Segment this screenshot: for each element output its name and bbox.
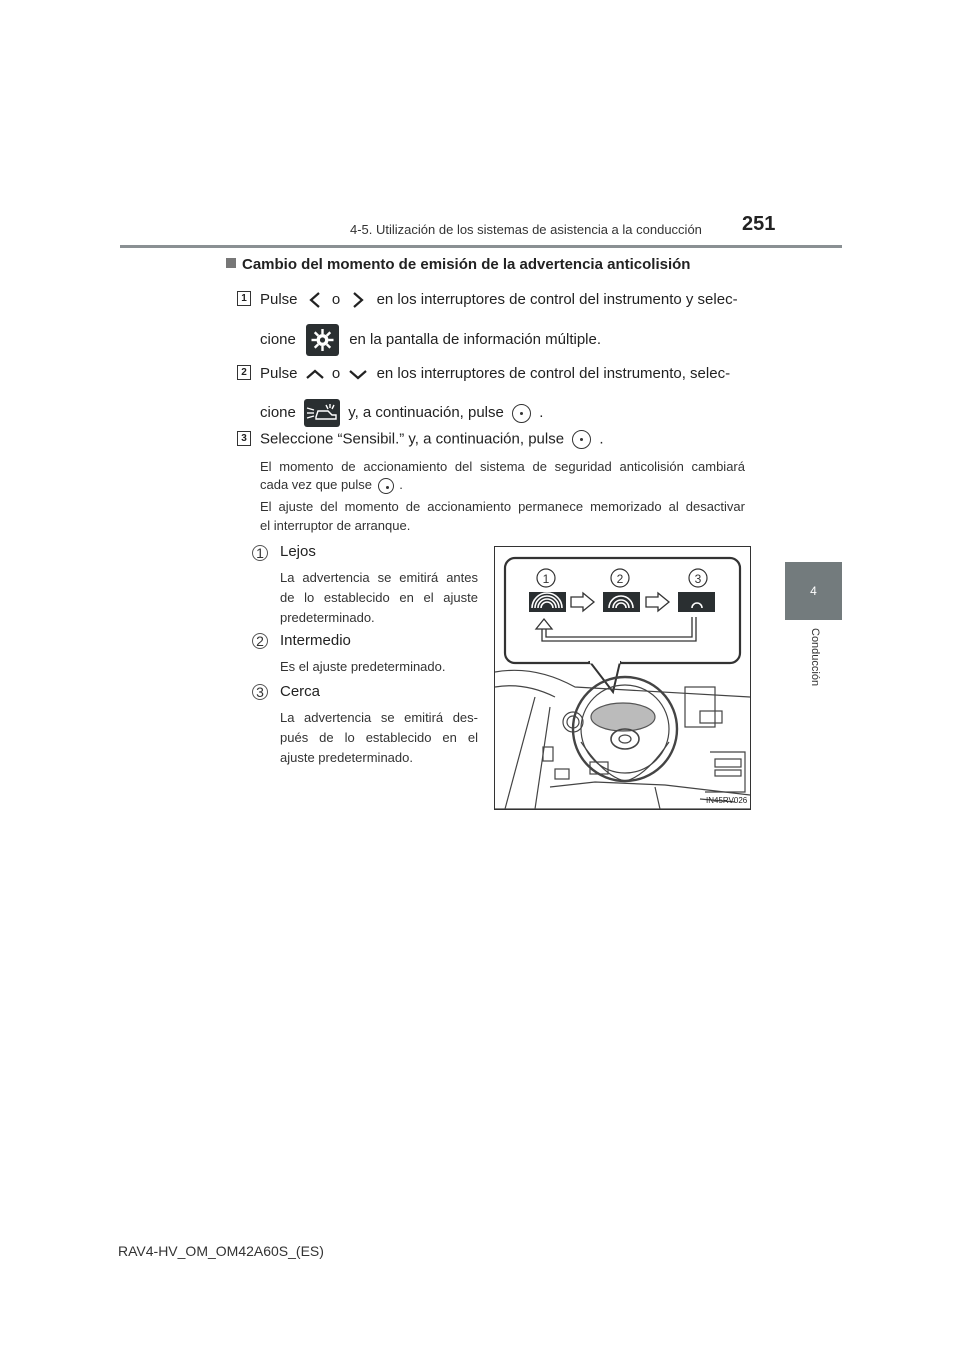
ok-button-icon — [572, 430, 591, 449]
collision-warning-icon — [304, 399, 340, 427]
option-title-intermedio: Intermedio — [280, 632, 351, 649]
dashboard-illustration — [494, 546, 751, 810]
option-title-lejos: Lejos — [280, 543, 316, 560]
note1-line2: cada vez que pulse . — [260, 477, 403, 492]
option-desc-3-line1: La advertencia se emitirá des- — [280, 710, 478, 725]
note2-line1: El ajuste del momento de accionamiento permanece memorizado al desactivar — [260, 499, 745, 514]
chevron-left-icon — [302, 290, 328, 310]
header-section-title: 4-5. Utilización de los sistemas de asistencia a la conducción — [350, 222, 702, 237]
ok-button-icon — [512, 404, 531, 423]
step2-line1: Pulse o en los interruptores de control del instrumento, selec- — [260, 364, 730, 384]
chapter-label-text: Conducción — [809, 628, 821, 687]
option-number-2: 2 — [252, 633, 268, 649]
step2-line2: cione y, a continuación, pulse . — [260, 399, 543, 427]
header-divider — [120, 245, 842, 248]
document-code: RAV4-HV_OM_OM42A60S_(ES) — [118, 1243, 324, 1259]
chapter-number: 4 — [810, 584, 817, 598]
step3-line1: Seleccione “Sensibil.” y, a continuación, pulse . — [260, 430, 604, 448]
bullet-square-icon — [226, 258, 236, 268]
callout-label-3: 3 — [694, 572, 702, 586]
option-desc-1-line1: La advertencia se emitirá antes — [280, 570, 478, 585]
option-desc-3-line3: ajuste predeterminado. — [280, 750, 413, 765]
panel-near — [678, 592, 715, 612]
chapter-label — [805, 628, 825, 718]
chevron-right-icon — [344, 290, 372, 310]
step1-line1: Pulse o en los interruptores de control del instrumento y selec- — [260, 290, 738, 310]
section-title — [226, 256, 690, 273]
settings-gear-icon — [306, 324, 339, 356]
dashboard-lines — [495, 670, 750, 809]
panel-mid — [603, 592, 640, 612]
callout-label-2: 2 — [616, 572, 624, 586]
step-number-1: 1 — [237, 291, 251, 306]
dashboard-drawing — [495, 547, 750, 809]
option-desc-1-line3: predeterminado. — [280, 610, 375, 625]
option-desc-2-line1: Es el ajuste predeterminado. — [280, 659, 446, 674]
option-number-3: 3 — [252, 684, 268, 700]
option-desc-1-line2: de lo establecido en el ajuste — [280, 590, 478, 605]
illustration-code: IN45RV026 — [706, 796, 748, 805]
step-number-3: 3 — [237, 431, 251, 446]
option-title-cerca: Cerca — [280, 683, 321, 700]
callout-label-1: 1 — [542, 572, 550, 586]
step-number-2: 2 — [237, 365, 251, 380]
step1-line2: cione en la pantalla de información múltiple. — [260, 324, 601, 356]
chapter-tab — [785, 562, 842, 620]
chevron-up-icon — [302, 364, 328, 384]
note2-line2: el interruptor de arranque. — [260, 518, 411, 533]
ok-button-icon — [378, 478, 394, 494]
section-title-text: Cambio del momento de emisión de la advertencia anticolisión — [242, 256, 691, 273]
chevron-down-icon — [344, 364, 372, 384]
option-desc-3-line2: pués de lo establecido en el — [280, 730, 478, 745]
option-number-1: 1 — [252, 545, 268, 561]
page-number: 251 — [742, 213, 776, 235]
note1-line1: El momento de accionamiento del sistema de seguridad anticolisión cambiará — [260, 459, 745, 474]
